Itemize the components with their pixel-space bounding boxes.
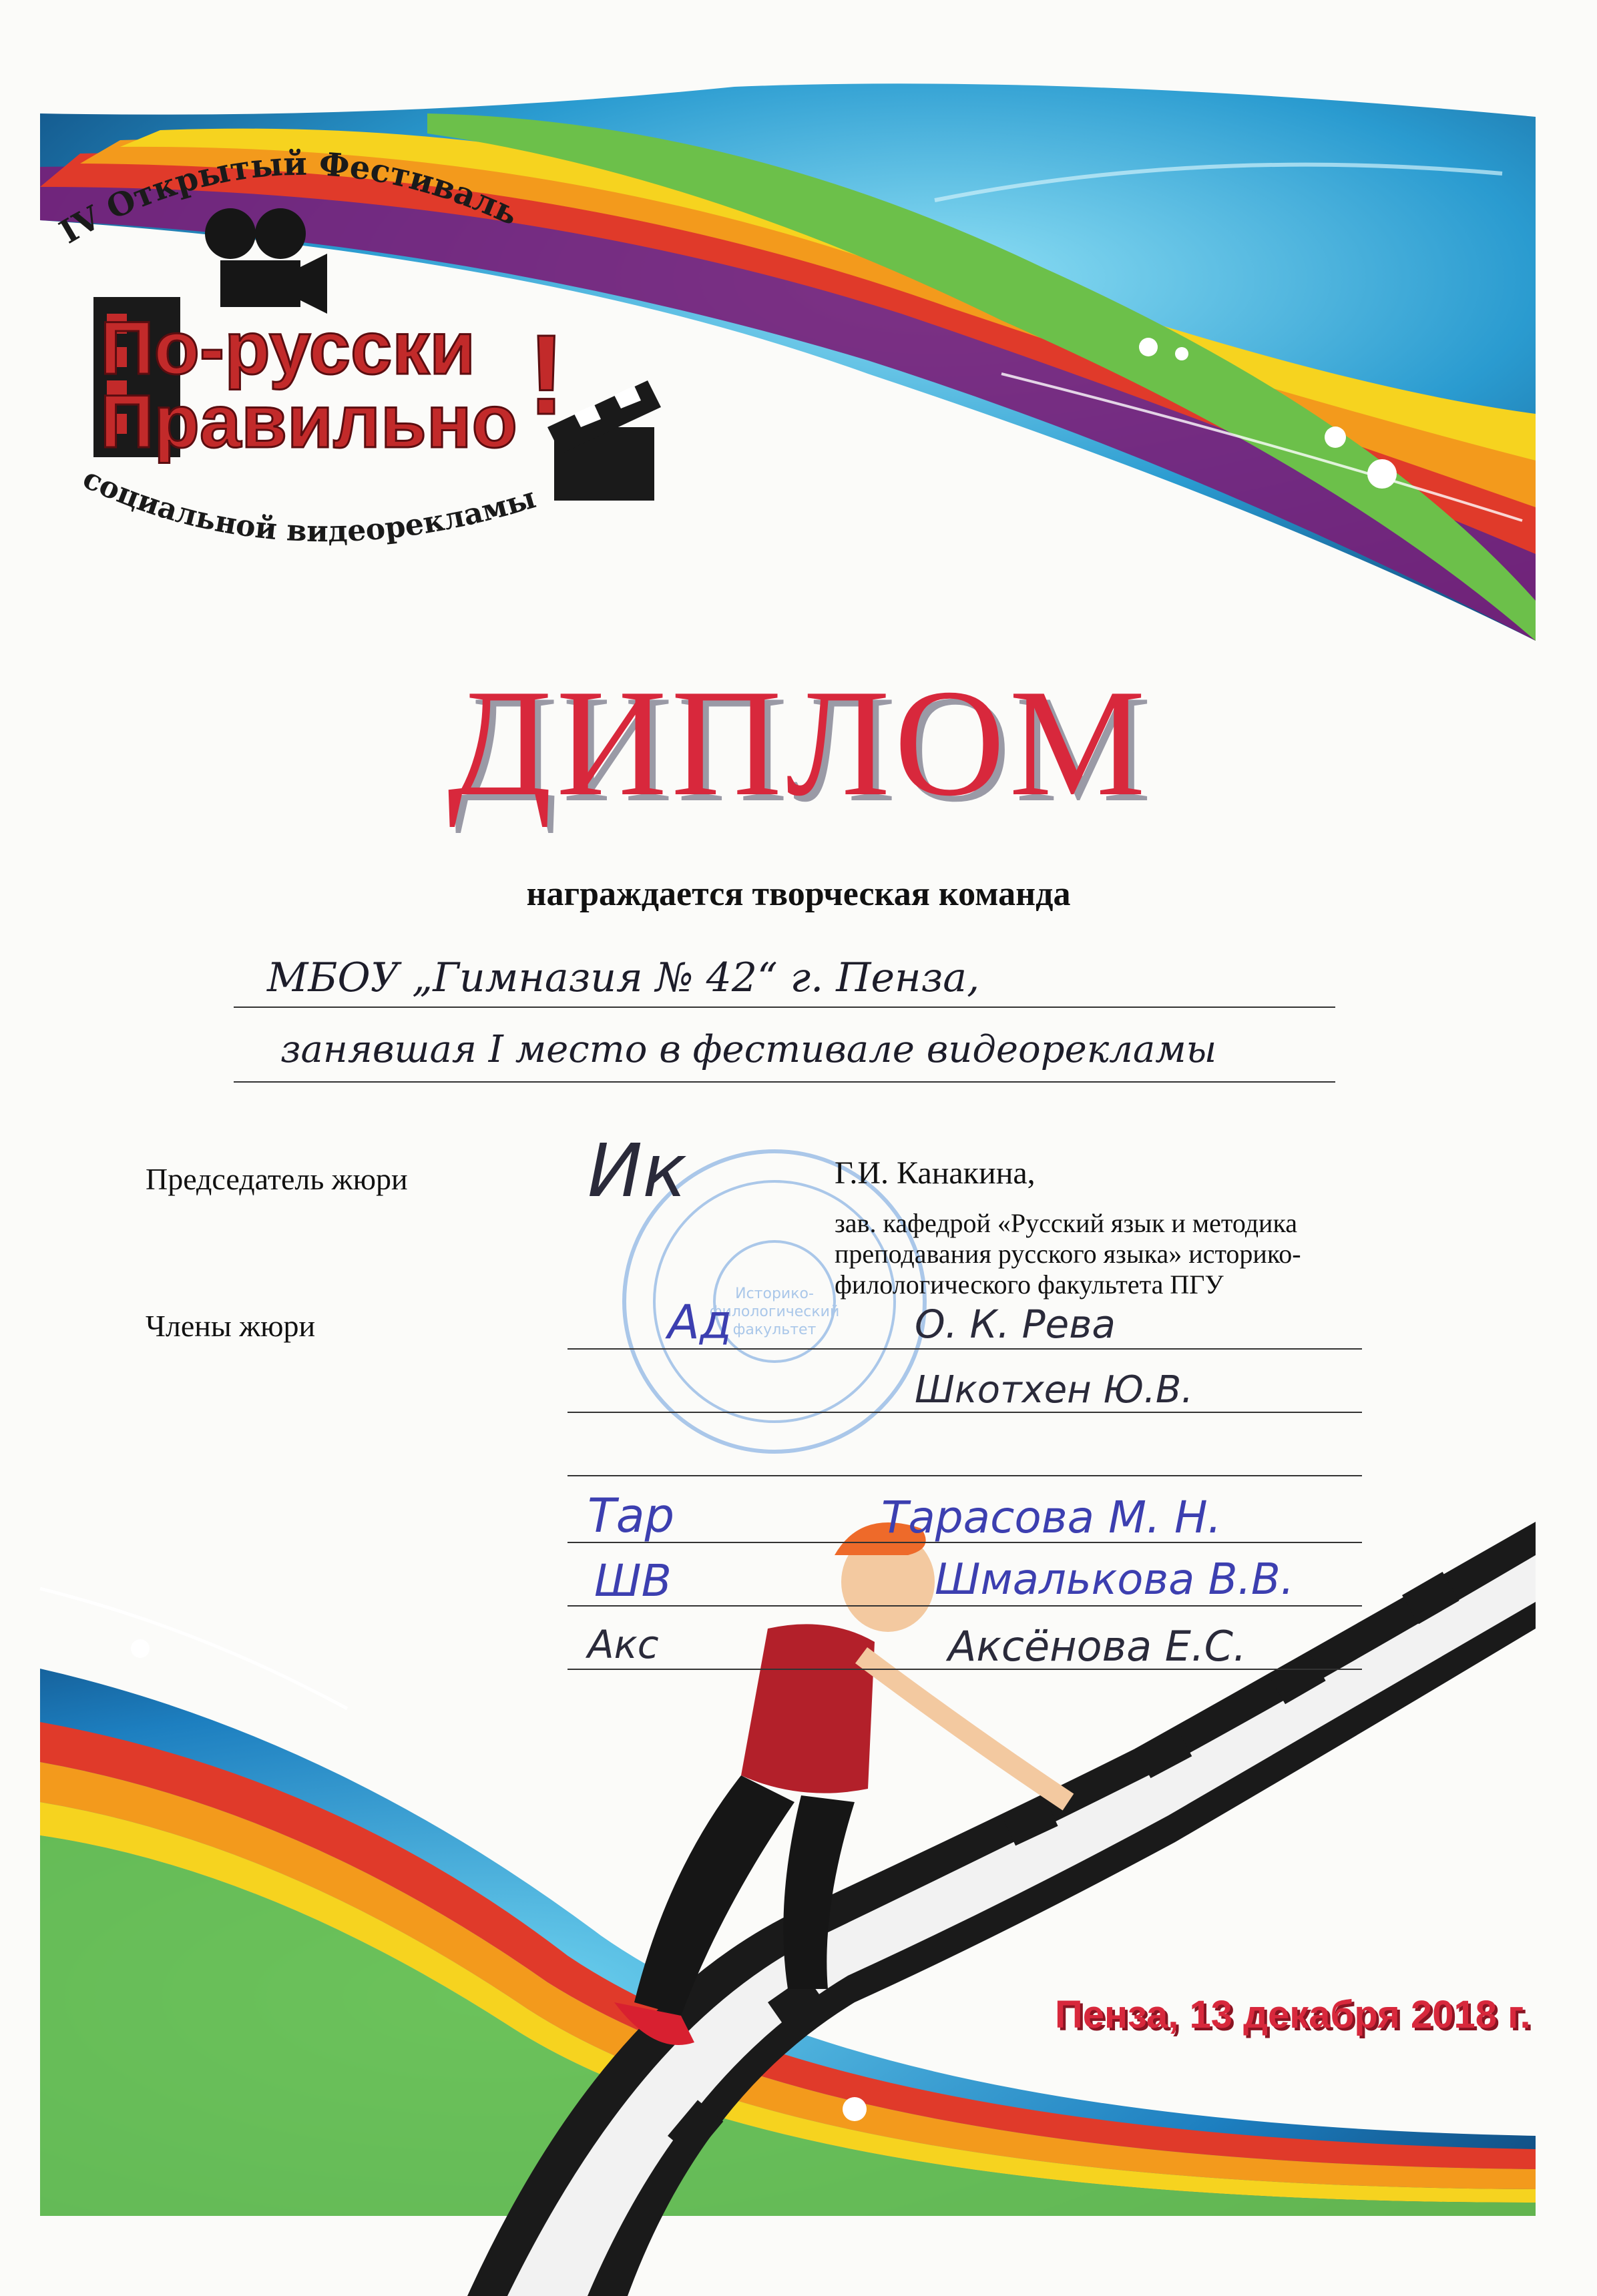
member-signature-5: ШВ xyxy=(594,1555,672,1607)
svg-text:факультет: факультет xyxy=(732,1322,817,1338)
member-line-1 xyxy=(567,1348,1362,1350)
member-name-6: Аксёнова Е.С. xyxy=(948,1622,1246,1671)
festival-arc-bottom: социальной видеорекламы xyxy=(77,461,540,547)
place-date: Пенза, 13 декабря 2018 г. xyxy=(1055,1993,1531,2036)
member-name-2: Шкотхен Ю.В. xyxy=(915,1368,1194,1412)
svg-text:филологический: филологический xyxy=(709,1304,840,1320)
festival-logo-text xyxy=(0,0,668,547)
member-line-5 xyxy=(567,1605,1362,1607)
chair-label: Председатель жюри xyxy=(146,1162,408,1196)
member-name-4: Тарасова М. Н. xyxy=(881,1492,1222,1543)
awarded-text: награждается творческая команда xyxy=(526,875,1071,913)
svg-text:Историко-: Историко- xyxy=(735,1285,814,1302)
festival-arc-top: IV Открытый Фестиваль xyxy=(53,145,524,252)
member-signature-4: Тар xyxy=(588,1488,675,1543)
members-label: Члены жюри xyxy=(146,1309,316,1343)
member-name-5: Шмалькова В.В. xyxy=(935,1555,1295,1605)
festival-brand-line2: Правильно xyxy=(100,380,517,463)
member-signature-1: Ад xyxy=(668,1295,732,1350)
member-line-6 xyxy=(567,1669,1362,1670)
recipient-line2: занявшая I место в фестивале видеорекламы xyxy=(280,1028,1217,1071)
member-line-2 xyxy=(567,1412,1362,1413)
chair-name: Г.И. Канакина, xyxy=(835,1155,1036,1191)
chair-position: зав. кафедрой «Русский язык и методика преподавания русского языка» историко-филологического факультета ПГУ xyxy=(835,1208,1301,1300)
recipient-underline-2 xyxy=(234,1081,1335,1083)
diploma-title: ДИПЛОМ xyxy=(447,657,1150,828)
member-signature-6: Акс xyxy=(588,1622,659,1667)
recipient-line1: МБОУ „Гимназия № 42“ г. Пенза, xyxy=(267,954,980,1001)
chair-signature: Ик xyxy=(588,1128,687,1213)
festival-exclamation: ! xyxy=(527,312,565,439)
recipient-underline-1 xyxy=(234,1007,1335,1008)
festival-brand-line1: По-русски xyxy=(100,306,476,390)
member-line-3 xyxy=(567,1475,1362,1476)
member-line-4 xyxy=(567,1542,1362,1543)
member-name-1: О. К. Рева xyxy=(915,1302,1116,1347)
